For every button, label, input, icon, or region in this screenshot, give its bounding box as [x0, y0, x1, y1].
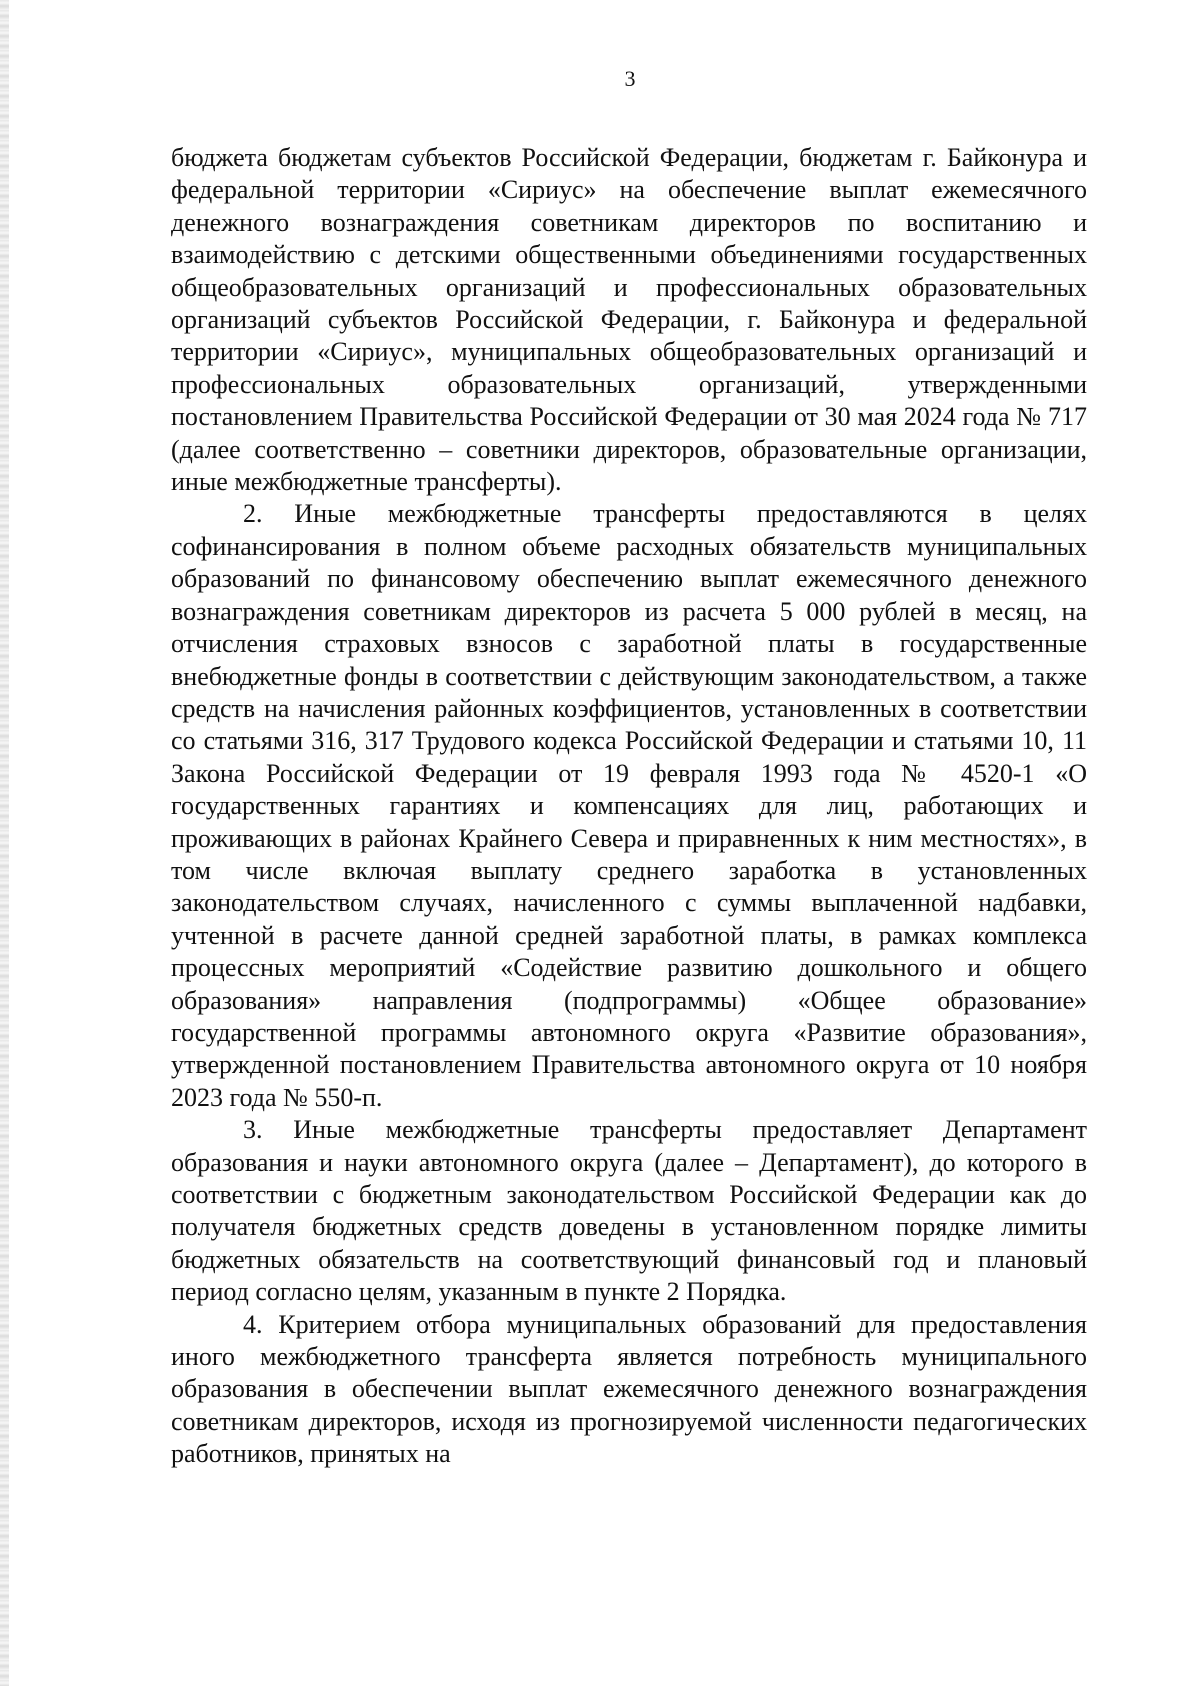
page-number: 3	[624, 66, 636, 91]
scan-edge	[0, 0, 9, 1686]
paragraph-item-2: 2. Иные межбюджетные трансферты предоставляются в целях софинансирования в полном объеме расходных обязательств муниципальных образований по финансовому обеспечению выплат ежемесячного денежного вознаграждения советникам директоров из расчета 5 000 рублей в месяц, на отчисления страховых взносов с заработной платы в государственные внебюджетные фонды в соответствии с действующим законодательством, а также средств на начисления районных коэффициентов, установленных в соответствии со статьями 316, 317 Трудового кодекса Российской Федерации и статьями 10, 11 Закона Российской Федерации от 19 февраля 1993 года № 4520-1 «О государственных гарантиях и компенсациях для лиц, работающих и проживающих в районах Крайнего Севера и приравненных к ним местностях», в том числе включая выплату среднего заработка в установленных законодательством случаях, начисленного с суммы выплаченной надбавки, учтенной в расчете данной средней заработной платы, в рамках комплекса процессных мероприятий «Содействие развитию дошкольного и общего образования» направления (подпрограммы) «Общее образование» государственной программы автономного округа «Развитие образования», утвержденной постановлением Правительства автономного округа от 10 ноября 2023 года № 550-п.	[171, 499, 1087, 1112]
paragraph-item-3: 3. Иные межбюджетные трансферты предоставляет Департамент образования и науки автономного округа (далее – Департамент), до которого в соответствии с бюджетным законодательством Российской Федерации как до получателя бюджетных средств доведены в установленном порядке лимиты бюджетных обязательств на соответствующий финансовый год и плановый период согласно целям, указанным в пункте 2 Порядка.	[171, 1115, 1087, 1307]
paragraph-item-4: 4. Критерием отбора муниципальных образований для предоставления иного межбюджетного трансферта является потребность муниципального образования в обеспечении выплат ежемесячного денежного вознаграждения советникам директоров, исходя из прогнозируемой численности педагогических работников, принятых на	[171, 1309, 1087, 1469]
paragraph-continuation: бюджета бюджетам субъектов Российской Федерации, бюджетам г. Байконура и федеральной территории «Сириус» на обеспечение выплат ежемесячного денежного вознаграждения советникам директоров по воспитанию и взаимодействию с детскими общественными объединениями государственных общеобразовательных организаций и профессиональных образовательных организаций субъектов Российской Федерации, г. Байконура и федеральной территории «Сириус», муниципальных общеобразовательных организаций и профессиональных образовательных организаций, утвержденными постановлением Правительства Российской Федерации от 30 мая 2024 года № 717 (далее соответственно – советники директоров, образовательные организации, иные межбюджетные трансферты).	[171, 143, 1087, 497]
document-body	[171, 142, 1087, 1471]
